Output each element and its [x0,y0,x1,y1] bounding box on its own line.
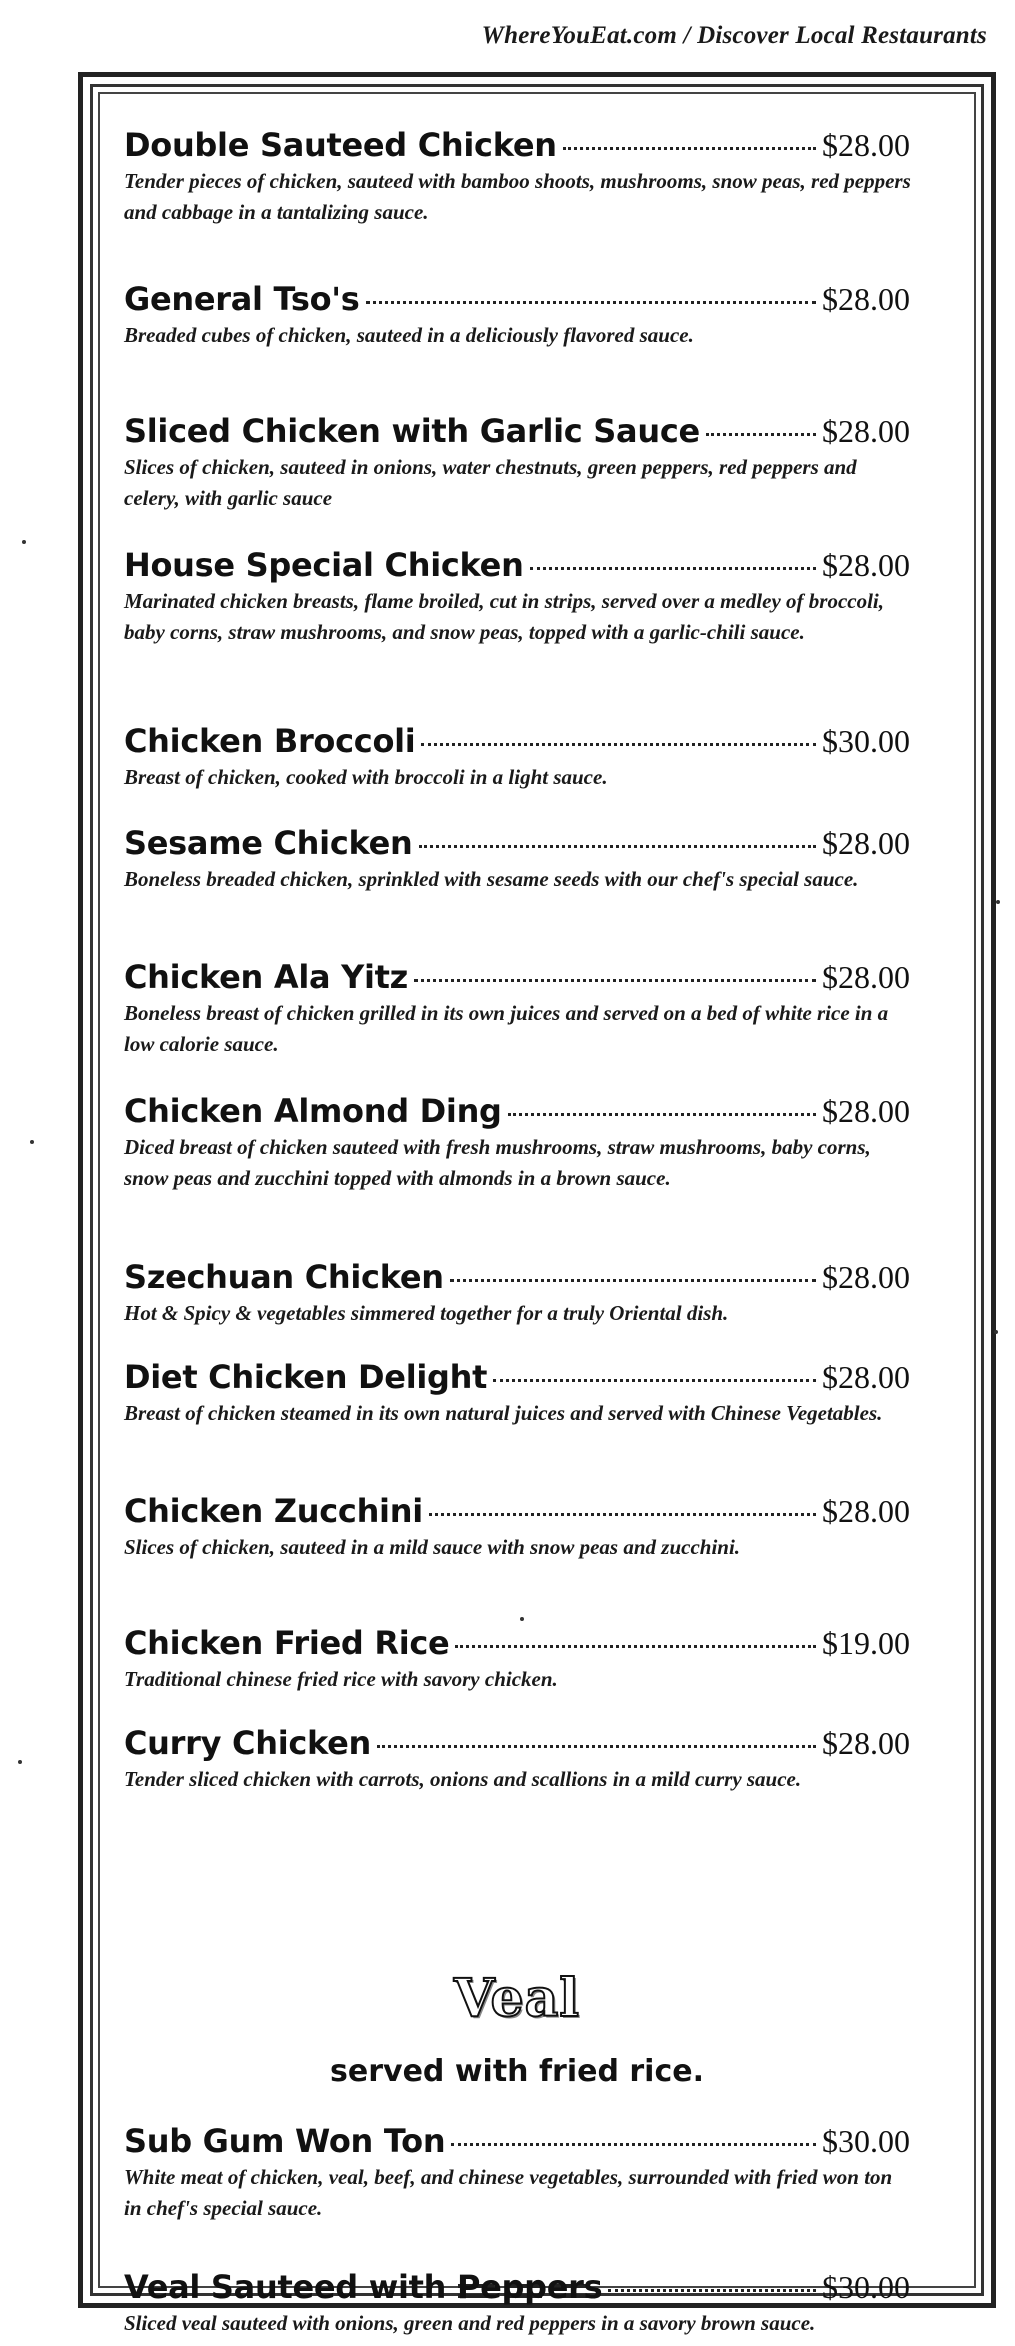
item-name: Chicken Zucchini [124,1492,423,1530]
menu-item [124,1092,910,1194]
item-description: White meat of chicken, veal, beef, and chinese vegetables, surrounded with fried won ton in chef's special sauce. [124,2165,893,2220]
dotted-leader [563,147,816,150]
item-price: $30.00 [822,2269,910,2305]
item-price: $28.00 [822,127,910,163]
item-name: Chicken Fried Rice [124,1624,450,1662]
dotted-leader [608,2289,816,2292]
dotted-leader [366,301,817,304]
menu-item [124,722,910,793]
dotted-leader [419,845,817,848]
dotted-leader [377,1745,816,1748]
scan-speck [994,1330,998,1334]
item-name: Curry Chicken [124,1724,372,1762]
item-name: Chicken Broccoli [124,722,416,760]
item-name: General Tso's [124,280,360,318]
menu-item [124,1358,910,1429]
section-subtitle: served with fried rice. [330,2054,704,2089]
item-description: Breast of chicken steamed in its own natural juices and served with Chinese Vegetables. [124,1401,883,1425]
item-price: $28.00 [822,1093,910,1129]
menu-item [124,126,910,228]
item-price: $28.00 [822,1359,910,1395]
item-description: Tender pieces of chicken, sauteed with bamboo shoots, mushrooms, snow peas, red peppers and cabbage in a tantalizing sauce. [124,169,911,224]
item-name: Sesame Chicken [124,824,413,862]
item-price: $28.00 [822,281,910,317]
dotted-leader [706,433,816,436]
menu-item [124,280,910,351]
item-name: Veal Sauteed with Peppers [124,2268,603,2306]
site-header: WhereYouEat.com / Discover Local Restaurants [481,22,987,49]
scan-speck [18,1760,22,1764]
item-price: $30.00 [822,723,910,759]
item-description: Boneless breaded chicken, sprinkled with sesame seeds with our chef's special sauce. [124,867,859,891]
menu-item [124,824,910,895]
menu-item [124,1724,910,1795]
dotted-leader [455,1645,816,1648]
dotted-leader [451,2143,816,2146]
item-price: $28.00 [822,959,910,995]
section-title-veal: Veal [453,1968,581,2029]
menu-item [124,1258,910,1329]
item-name: House Special Chicken [124,546,524,584]
dotted-leader [493,1379,816,1382]
item-name: Chicken Ala Yitz [124,958,408,996]
item-description: Breast of chicken, cooked with broccoli in a light sauce. [124,765,608,789]
menu-item [124,958,910,1060]
item-price: $28.00 [822,1493,910,1529]
menu-item [124,412,910,514]
scan-speck [996,900,1000,904]
item-description: Sliced veal sauteed with onions, green and red peppers in a savory brown sauce. [124,2311,816,2335]
item-price: $30.00 [822,2123,910,2159]
menu-item [124,1492,910,1563]
item-name: Chicken Almond Ding [124,1092,502,1130]
scan-speck [520,1617,524,1621]
item-price: $19.00 [822,1625,910,1661]
menu-item [124,1624,910,1695]
dotted-leader [421,743,816,746]
item-description: Diced breast of chicken sauteed with fresh mushrooms, straw mushrooms, baby corns, snow peas and zucchini topped with almonds in a brown sauce. [124,1135,871,1190]
menu-item [124,2122,910,2224]
dotted-leader [530,567,816,570]
item-price: $28.00 [822,547,910,583]
scan-speck [22,540,26,544]
item-name: Szechuan Chicken [124,1258,444,1296]
item-price: $28.00 [822,413,910,449]
dotted-leader [508,1113,816,1116]
item-description: Breaded cubes of chicken, sauteed in a deliciously flavored sauce. [124,323,694,347]
item-name: Sub Gum Won Ton [124,2122,446,2160]
dotted-leader [414,979,816,982]
menu-item [124,2268,910,2339]
item-description: Tender sliced chicken with carrots, onions and scallions in a mild curry sauce. [124,1767,802,1791]
item-name: Diet Chicken Delight [124,1358,488,1396]
item-price: $28.00 [822,1259,910,1295]
item-description: Hot & Spicy & vegetables simmered together for a truly Oriental dish. [124,1301,729,1325]
item-description: Slices of chicken, sauteed in onions, water chestnuts, green peppers, red peppers and celery, with garlic sauce [124,455,857,510]
item-price: $28.00 [822,825,910,861]
item-name: Sliced Chicken with Garlic Sauce [124,412,700,450]
menu-item [124,546,910,648]
scan-speck [30,1140,34,1144]
item-description: Boneless breast of chicken grilled in its own juices and served on a bed of white rice in a low calorie sauce. [124,1001,889,1056]
dotted-leader [429,1513,816,1516]
item-description: Traditional chinese fried rice with savory chicken. [124,1667,558,1691]
dotted-leader [450,1279,816,1282]
item-name: Double Sauteed Chicken [124,126,557,164]
item-description: Slices of chicken, sauteed in a mild sauce with snow peas and zucchini. [124,1535,741,1559]
item-description: Marinated chicken breasts, flame broiled, cut in strips, served over a medley of broccoli, baby corns, straw mushrooms, and snow peas, topped with a garlic-chili sauce. [124,589,884,644]
item-price: $28.00 [822,1725,910,1761]
